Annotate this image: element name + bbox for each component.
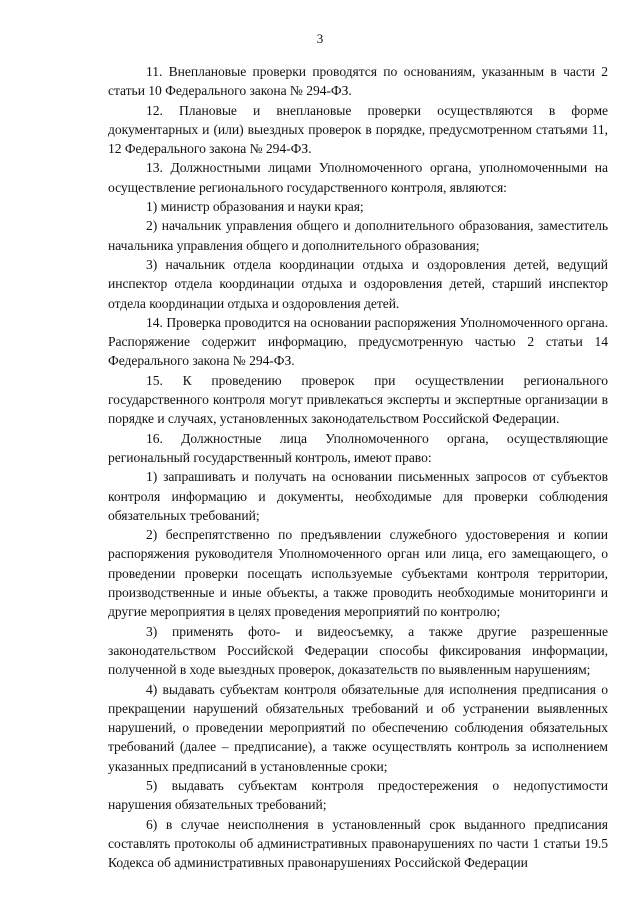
paragraph-11: 11. Внеплановые проверки проводятся по основаниям, указанным в части 2 статьи 10 Федерального закона № 294-ФЗ.: [108, 64, 608, 99]
paragraph-14: 14. Проверка проводится на основании распоряжения Уполномоченного органа. Распоряжение содержит информацию, предусмотренную частью 2 статьи 14 Федерального закона № 294-ФЗ.: [108, 314, 608, 369]
paragraph-13-item-1: 1) министр образования и науки края;: [146, 199, 364, 215]
paragraph-13-item-3: 3) начальник отдела координации отдыха и оздоровления детей, ведущий инспектор отдела координации отдыха и оздоровления детей, старший инспектор отдела координации отдыха и оздоровления детей.: [108, 256, 608, 311]
paragraph-13: 13. Должностными лицами Уполномоченного органа, уполномоченными на осуществление регионального государственного контроля, являются:: [108, 160, 608, 195]
page-number: 3: [316, 31, 324, 46]
paragraph-16-item-3: 3) применять фото- и видеосъемку, а также другие разрешенные законодательством Российской Федерации способы фиксирования информации, полученной в ходе выездных проверок, доказательств по выявленным нарушениям;: [108, 623, 608, 678]
paragraph-16-item-1: 1) запрашивать и получать на основании письменных запросов от субъектов контроля информацию и документы, необходимые для проверки соблюдения обязательных требований;: [108, 469, 608, 523]
paragraph-16: 16. Должностные лица Уполномоченного органа, осуществляющие региональный государственный контроль, имеют право:: [108, 430, 608, 465]
paragraph-12: 12. Плановые и внеплановые проверки осуществляются в форме документарных и (или) выездных проверок в порядке, предусмотренном статьями 11, 12 Федерального закона № 294-ФЗ.: [108, 102, 608, 157]
paragraph-16-item-6: 6) в случае неисполнения в установленный срок выданного предписания составлять протоколы об административных правонарушениях по части 1 статьи 19.5 Кодекса об административных правонарушениях Российской Федерации: [108, 816, 608, 871]
paragraph-16-item-4: 4) выдавать субъектам контроля обязательные для исполнения предписания о прекращении нарушений обязательных требований и об устранении выявленных нарушений, о проведении мероприятий по обеспечению соблюдения обязательных требований (далее – предписание), а также осуществлять контроль за исполнением указанных предписаний в установленные сроки;: [108, 681, 608, 774]
paragraph-13-item-2: 2) начальник управления общего и дополнительного образования, заместитель начальника управления общего и дополнительного образования;: [108, 218, 608, 253]
paragraph-16-item-5: 5) выдавать субъектам контроля предостережения о недопустимости нарушения обязательных требований;: [108, 777, 608, 813]
paragraph-16-item-2: 2) беспрепятственно по предъявлении служебного удостоверения и копии распоряжения руководителя Уполномоченного орган или лица, его замещающего, о проведении проверки посещать используемые субъектами контроля территории, производственные и иные объекты, а также проводить необходимые мониторинги и другие мероприятия в целях проведения мероприятий по контролю;: [108, 527, 608, 620]
paragraph-15: 15. К проведению проверок при осуществлении регионального государственного контроля могут привлекаться эксперты и экспертные организации в порядке и случаях, установленных законодательством Российской Федерации.: [108, 372, 608, 427]
document-body: [108, 62, 608, 872]
